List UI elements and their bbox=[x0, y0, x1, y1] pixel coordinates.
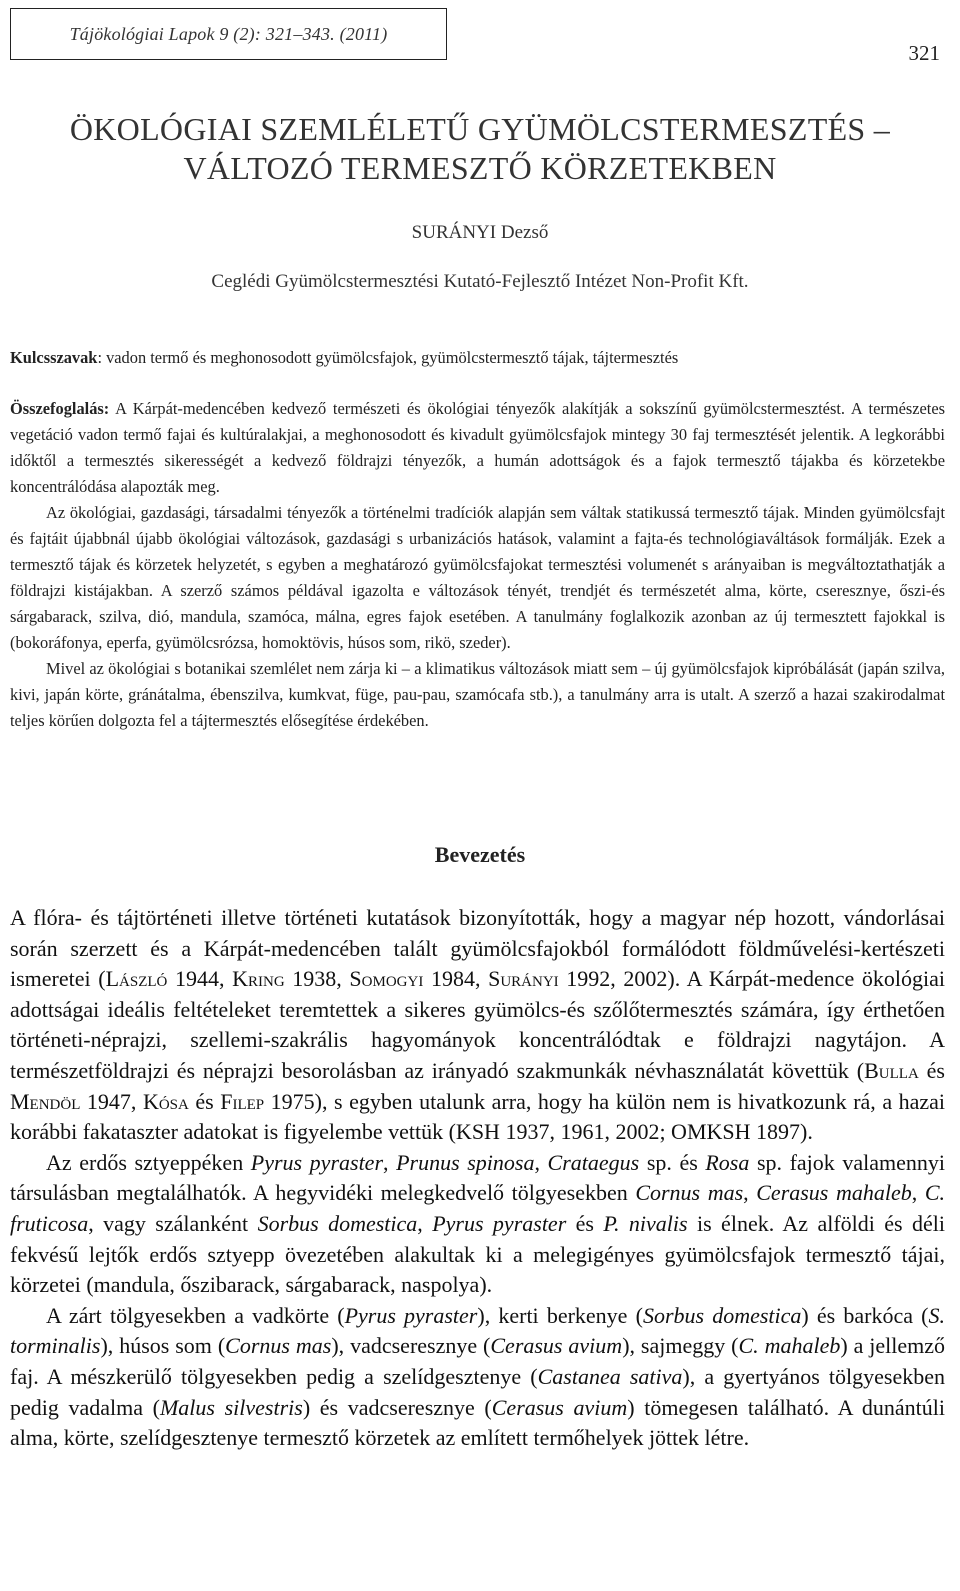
text-span: ), vadcseresznye ( bbox=[331, 1333, 491, 1359]
author-citation: Somogyi bbox=[349, 966, 424, 992]
text-span: A zárt tölgyesekben a vadkörte ( bbox=[46, 1302, 345, 1328]
species-name: Cerasus mahaleb bbox=[756, 1180, 912, 1206]
journal-reference: Tájökológiai Lapok 9 (2): 321–343. (2011) bbox=[69, 23, 388, 44]
species-name: Sorbus domestica bbox=[642, 1302, 802, 1328]
text-span: , bbox=[417, 1210, 433, 1236]
text-span: ), a gyertyános tölgyesekben pedig vadalma ( bbox=[10, 1363, 945, 1420]
text-span: ), kerti berkenye ( bbox=[477, 1302, 643, 1328]
species-name: S. torminalis bbox=[10, 1302, 945, 1359]
author-citation: Filep bbox=[220, 1088, 265, 1114]
species-name: Pyrus pyraster bbox=[250, 1149, 384, 1175]
text-span: , bbox=[534, 1149, 548, 1175]
author-citation: Kring bbox=[232, 966, 285, 992]
intro-paragraph-2 bbox=[10, 1148, 945, 1301]
species-name: Cornus mas bbox=[225, 1333, 332, 1359]
text-span: és bbox=[918, 1057, 945, 1083]
author-citation: Mendöl bbox=[10, 1088, 81, 1114]
text-span: 1975), s egyben utalunk arra, hogy ha külön nem is hivatkozunk rá, a hazai korábbi fakataszter adatokat is figyelembe vettük (KSH 1937, 1961, 2002; OMKSH 1897). bbox=[10, 1088, 946, 1145]
keywords bbox=[10, 346, 945, 370]
species-name: Rosa bbox=[705, 1149, 750, 1175]
text-span: , vagy szálanként bbox=[88, 1210, 258, 1236]
abstract-label: Összefoglalás: bbox=[10, 399, 110, 418]
species-name: Crataegus bbox=[547, 1149, 640, 1175]
keywords-text: : vadon termő és meghonosodott gyümölcsfajok, gyümölcstermesztő tájak, tájtermesztés bbox=[97, 348, 679, 367]
author-citation: László bbox=[105, 966, 168, 992]
abstract-text-1: A Kárpát-medencében kedvező természeti és ökológiai tényezők alakítják a sokszínű gyümölcstermesztést. A természetes vegetáció vadon termő fajai és kultúralakjai, a meghonosodott és kivadult gyümölcsfajok mintegy 30 faj termesztését jelentik. A legkorábbi időktől a termesztés sikerességét a kedvező földrajzi tényezők, a humán adottságok és a fajok termesztő tájakba és körzetekbe koncentrálódása alapozták meg. bbox=[10, 399, 945, 496]
text-span: ) a jellemző faj. A mészkerülő tölgyesekben pedig a szelídgesztenye ( bbox=[10, 1333, 946, 1389]
intro-paragraph-3 bbox=[10, 1301, 945, 1454]
author-citation: Bulla bbox=[864, 1057, 919, 1083]
author: SURÁNYI Dezső bbox=[411, 222, 549, 243]
abstract-paragraph-1 bbox=[10, 396, 945, 500]
text-span: ) és vadcseresznye ( bbox=[302, 1394, 492, 1420]
text-span: 1938, bbox=[284, 966, 350, 992]
text-span: A flóra- és tájtörténeti illetve történeti kutatások bizonyították, hogy a magyar nép hozott, vándorlásai során szerzett és a Kárpát-medencében talált gyümölcsfajokból formálódott földművelési-kertészeti ismeretei ( bbox=[10, 905, 945, 992]
section-title: Bevezetés bbox=[434, 842, 526, 867]
text-span: és bbox=[188, 1088, 221, 1114]
abstract-paragraph-3: Mivel az ökológiai s botanikai szemlélet nem zárja ki – a klimatikus változások miatt sem – új gyümölcsfajok kipróbálását (japán szilva, kivi, japán körte, gránátalma, ébenszilva, kumkvat, füge, pau-pau, szamócafa stb.), a tanulmány arra is utalt. A szerző a hazai szakirodalmat teljes körűen dolgozta fel a tájtermesztés elősegítése érdekében. bbox=[10, 659, 945, 730]
species-name: Pyrus pyraster bbox=[344, 1302, 478, 1328]
title-line-1: ÖKOLÓGIAI SZEMLÉLETŰ GYÜMÖLCSTERMESZTÉS – bbox=[69, 111, 891, 147]
text-span: 1992, 2002). A Kárpát-medence ökológiai adottságai ideális feltételeket teremtettek a sikeres gyümölcs-és szőlőtermesztés számára, így érthetően történeti-néprajzi, szellemi-szakrális hagyományok koncentrálódtak e földrajzi nagytájon. A természetföldrajzi és néprajzi besorolásban az irányadó szakmunkák névhasználatát követtük ( bbox=[10, 966, 946, 1083]
species-name: Malus silvestris bbox=[159, 1394, 303, 1420]
title-line-2: VÁLTOZÓ TERMESZTŐ KÖRZETEKBEN bbox=[183, 150, 777, 186]
text-span: 1944, bbox=[167, 966, 233, 992]
text-span: ), húsos som ( bbox=[100, 1333, 226, 1359]
text-span: 1947, bbox=[80, 1088, 143, 1114]
text-span: 1984, bbox=[423, 966, 489, 992]
species-name: C. mahaleb bbox=[738, 1333, 841, 1359]
species-name: P. nivalis bbox=[603, 1210, 688, 1236]
species-name: Pyrus pyraster bbox=[432, 1210, 567, 1236]
text-span: ), sajmeggy ( bbox=[622, 1333, 739, 1359]
author-citation: Surányi bbox=[488, 966, 559, 992]
text-span: ) és barkóca ( bbox=[801, 1302, 929, 1328]
text-span: ) tömegesen található. A dunántúli alma, körte, szelídgesztenye termesztő körzetek az említett termőhelyek jöttek létre. bbox=[10, 1394, 945, 1451]
text-span: , bbox=[911, 1180, 925, 1206]
species-name: Sorbus domestica bbox=[257, 1210, 418, 1236]
text-span: , bbox=[743, 1180, 757, 1206]
text-span: , bbox=[383, 1149, 397, 1175]
text-span: is élnek. Az alföldi és déli fekvésű lejtők erdős sztyepp övezetében alakultak ki a melegigényes gyümölcsfajok termesztő tájai, körzetei (mandula, őszibarack, sárgabarack, naspolya). bbox=[10, 1210, 946, 1298]
intro-paragraph-1 bbox=[10, 903, 945, 1148]
text-span: sp. és bbox=[639, 1149, 706, 1175]
page-number: 321 bbox=[908, 41, 940, 65]
text-span: sp. fajok valamennyi társulásban megtalálhatók. A hegyvidéki melegkedvelő tölgyesekben bbox=[10, 1149, 945, 1206]
paper-title bbox=[0, 110, 960, 188]
species-name: C. fruticosa bbox=[10, 1180, 946, 1236]
species-name: Prunus spinosa bbox=[396, 1149, 535, 1175]
journal-reference-box bbox=[10, 8, 447, 60]
abstract-paragraph-2: Az ökológiai, gazdasági, társadalmi tényezők a történelmi tradíciók alapján sem váltak statikussá termesztő tájak. Minden gyümölcsfajt és fajtáit újabbnál újabb ökológiai változások, gazdasági s urbanizációs hatások, valamint a fajta-és technológiaváltások formálják. Ezek a termesztő tájak és körzetek helyzetét, s egyben a meghatározó gyümölcsfajokat termesztési volumenét s arányaiban is megváltoztathatják a földrajzi kistájakban. A szerző számos példával igazolta e változások tényét, trendjét és természetét alma, körte, cseresznye, őszi-és sárgabarack, szilva, dió, mandula, szamóca, málna, egres fajok esetében. A tanulmány foglalkozik azonban az új termesztett fajokkal is (bokoráfonya, eperfa, gyümölcsrózsa, homoktövis, húsos som, rikö, szeder). bbox=[10, 503, 945, 652]
author-citation: Kósa bbox=[142, 1088, 189, 1114]
species-name: Castanea sativa bbox=[537, 1363, 683, 1389]
keywords-label: Kulcsszavak bbox=[10, 348, 98, 367]
abstract bbox=[10, 396, 945, 734]
introduction-body bbox=[10, 903, 945, 1454]
text-span: és bbox=[566, 1210, 604, 1236]
text-span: Az erdős sztyeppéken bbox=[46, 1149, 251, 1175]
affiliation: Ceglédi Gyümölcstermesztési Kutató-Fejlesztő Intézet Non-Profit Kft. bbox=[211, 271, 749, 292]
species-name: Cornus mas bbox=[635, 1180, 744, 1206]
species-name: Cerasus avium bbox=[490, 1333, 623, 1359]
species-name: Cerasus avium bbox=[491, 1394, 628, 1420]
